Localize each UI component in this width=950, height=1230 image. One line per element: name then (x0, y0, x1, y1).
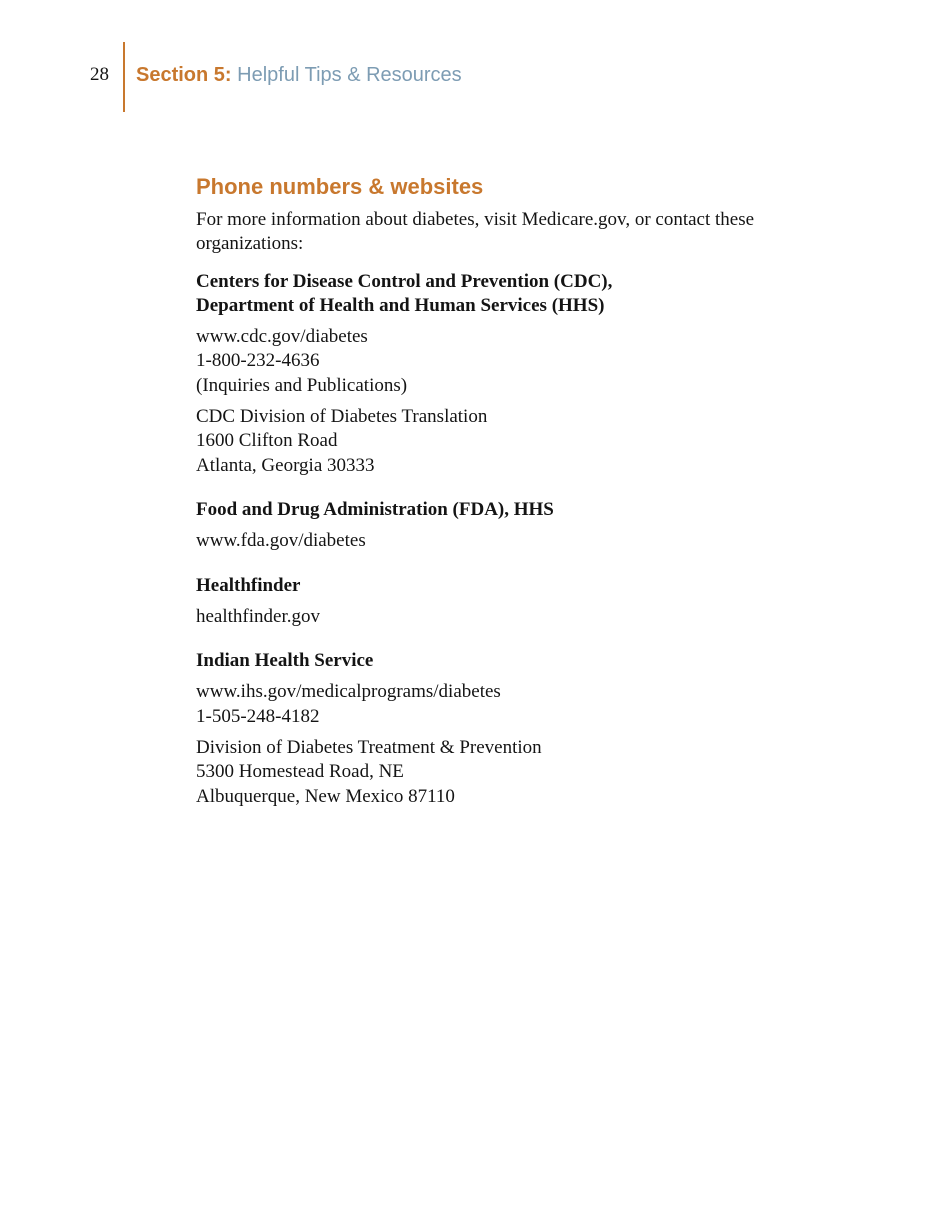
phone-note: (Inquiries and Publications) (196, 374, 408, 396)
org-cdc (196, 270, 816, 478)
address-block (196, 736, 816, 809)
org-name (196, 270, 816, 319)
contact-block (196, 529, 816, 553)
address-line: Albuquerque, New Mexico 87110 (196, 785, 455, 807)
section-title: Helpful Tips & Resources (237, 64, 462, 86)
contact-block (196, 325, 816, 398)
org-name (196, 498, 816, 522)
org-name-line: Department of Health and Human Services (HHS) (196, 294, 605, 316)
org-name-line: Food and Drug Administration (FDA), HHS (196, 498, 554, 520)
org-healthfinder (196, 574, 816, 630)
org-name (196, 649, 816, 673)
contact-block (196, 605, 816, 629)
org-name (196, 574, 816, 598)
phone-number: 1-800-232-4636 (196, 350, 320, 372)
website-link[interactable]: www.ihs.gov/medicalprograms/diabetes (196, 681, 501, 703)
page-heading: Phone numbers & websites (196, 174, 484, 199)
address-line: Division of Diabetes Treatment & Prevention (196, 737, 542, 759)
page-number: 28 (90, 64, 109, 85)
header-divider (123, 42, 125, 112)
website-link[interactable]: healthfinder.gov (196, 605, 320, 627)
section-label: Section 5: (136, 64, 232, 86)
address-line: CDC Division of Diabetes Translation (196, 406, 488, 428)
org-fda (196, 498, 816, 554)
website-link[interactable]: www.cdc.gov/diabetes (196, 326, 368, 348)
address-line: 1600 Clifton Road (196, 430, 338, 452)
intro-paragraph: For more information about diabetes, visit Medicare.gov, or contact these organizations: (196, 209, 755, 255)
address-line: 5300 Homestead Road, NE (196, 761, 404, 783)
org-ihs (196, 649, 816, 809)
org-name-line: Indian Health Service (196, 650, 374, 672)
phone-number: 1-505-248-4182 (196, 705, 320, 727)
section-header (136, 62, 462, 88)
address-block (196, 405, 816, 478)
main-content (196, 172, 816, 829)
website-link[interactable]: www.fda.gov/diabetes (196, 530, 366, 552)
org-name-line: Healthfinder (196, 574, 301, 596)
contact-block (196, 680, 816, 729)
org-name-line: Centers for Disease Control and Prevention (CDC), (196, 270, 613, 292)
address-line: Atlanta, Georgia 30333 (196, 454, 375, 476)
